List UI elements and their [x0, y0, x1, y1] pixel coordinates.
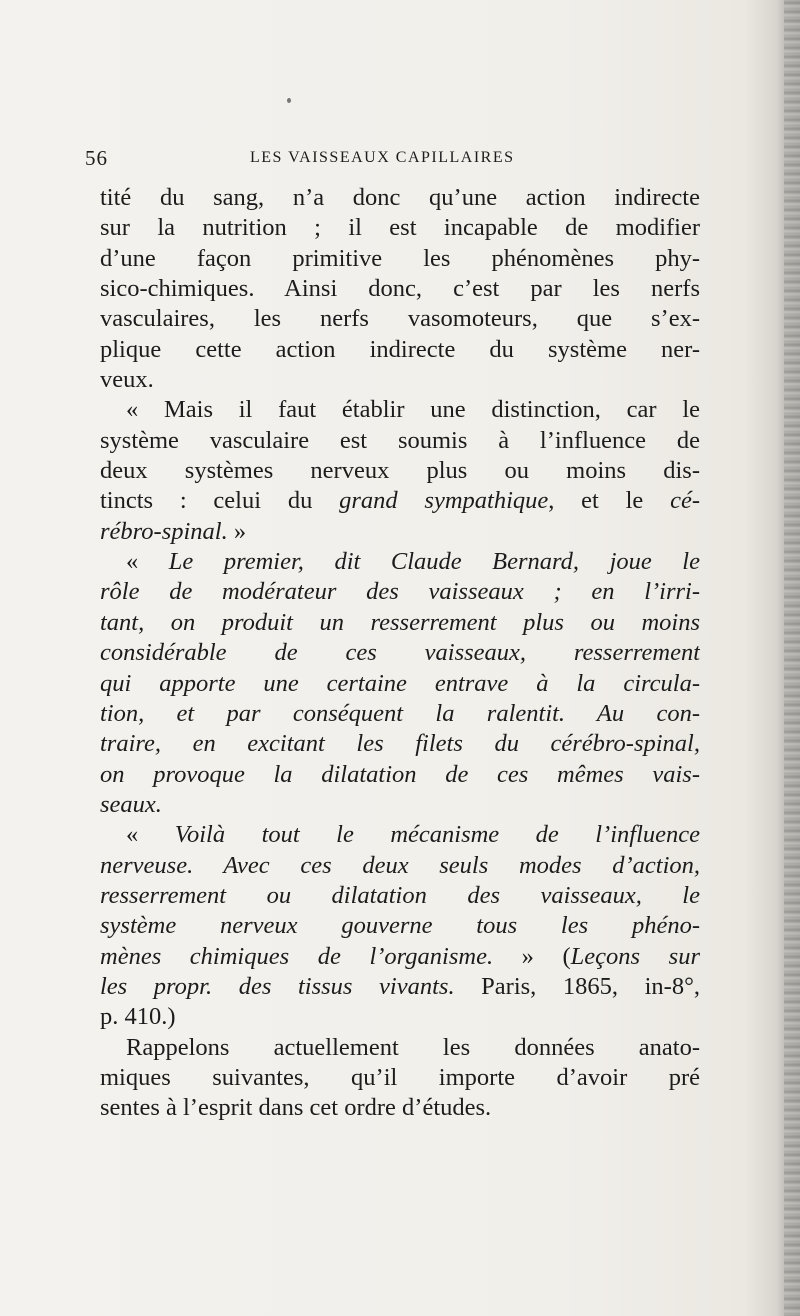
italic-text: seaux.: [100, 790, 162, 818]
text-segment: système vasculaire est soumis à l’influence de: [100, 426, 700, 454]
italic-text: tant, on produit un resserrement plus ou moins: [100, 608, 700, 636]
text-line: [100, 1033, 700, 1063]
text-line: [100, 638, 700, 668]
text-segment: p. 410.): [100, 1003, 176, 1031]
italic-text: mènes chimiques de l’organisme.: [100, 942, 494, 970]
text-segment: deux systèmes nerveux plus ou moins dis-: [100, 457, 700, 485]
text-line: [100, 669, 700, 699]
text-line: [100, 456, 700, 486]
text-line: [100, 395, 700, 425]
text-line: [100, 335, 700, 365]
page-edge: [784, 0, 800, 1316]
text-segment: d’une façon primitive les phénomènes phy-: [100, 244, 700, 272]
text-line: [100, 699, 700, 729]
text-segment: plique cette action indirecte du système ner-: [100, 335, 700, 363]
text-line: [100, 304, 700, 334]
text-line: [100, 365, 700, 395]
text-line: [100, 820, 700, 850]
text-line: [100, 1002, 700, 1032]
text-segment: tincts : celui du: [100, 487, 340, 515]
text-segment: vasculaires, les nerfs vasomoteurs, que s’ex-: [100, 305, 700, 333]
text-line: [100, 608, 700, 638]
text-segment: « Mais il faut établir une distinction, car le: [126, 396, 700, 424]
text-line: [100, 729, 700, 759]
text-line: [100, 851, 700, 881]
text-line: [100, 547, 700, 577]
text-line: [100, 517, 700, 547]
text-segment: «: [126, 548, 169, 576]
text-line: [100, 486, 700, 516]
italic-text: rébro-spinal.: [100, 517, 228, 545]
italic-text: cé-: [670, 487, 700, 515]
running-title: LES VAISSEAUX CAPILLAIRES: [250, 149, 515, 166]
italic-text: Leçons sur: [570, 942, 700, 970]
text-segment: miques suivantes, qu’il importe d’avoir pré: [100, 1063, 700, 1091]
italic-text: on provoque la dilatation de ces mêmes vais-: [100, 760, 700, 788]
text-line: [100, 274, 700, 304]
text-line: [100, 213, 700, 243]
text-segment: Paris, 1865, in-8°,: [454, 972, 700, 1000]
italic-text: système nerveux gouverne tous les phéno-: [100, 912, 700, 940]
italic-text: les propr. des tissus vivants.: [100, 972, 455, 1000]
text-line: [100, 881, 700, 911]
italic-text: tion, et par conséquent la ralentit. Au con-: [100, 699, 700, 727]
italic-text: rôle de modérateur des vaisseaux ; en l’irri-: [100, 578, 700, 606]
text-segment: »: [227, 517, 247, 545]
italic-text: Le premier, dit Claude Bernard, joue le: [168, 548, 700, 576]
page-number: 56: [85, 146, 108, 170]
text-line: [100, 942, 700, 972]
text-line: [100, 1093, 700, 1123]
text-line: [100, 911, 700, 941]
text-segment: veux.: [100, 366, 154, 394]
italic-text: nerveuse. Avec ces deux seuls modes d’action,: [100, 851, 700, 879]
italic-text: resserrement ou dilatation des vaisseaux, le: [100, 881, 700, 909]
text-line: [100, 426, 700, 456]
text-segment: sentes à l’esprit dans cet ordre d’études.: [100, 1094, 492, 1122]
text-segment: tité du sang, n’a donc qu’une action indirecte: [100, 184, 700, 211]
italic-text: Voilà tout le mécanisme de l’influence: [174, 821, 700, 849]
ink-speck: [287, 98, 291, 103]
text-segment: Rappelons actuellement les données anato-: [126, 1033, 700, 1061]
italic-text: considérable de ces vaisseaux, resserrement: [100, 639, 700, 667]
text-line: [100, 1063, 700, 1093]
page-header: [85, 146, 685, 170]
text-line: [100, 972, 700, 1002]
text-segment: «: [126, 821, 175, 849]
text-line: [100, 760, 700, 790]
text-segment: sico-chimiques. Ainsi donc, c’est par les nerfs: [100, 275, 700, 303]
body-text: [100, 183, 700, 1124]
text-segment: , et le: [548, 487, 671, 515]
text-line: [100, 244, 700, 274]
text-line: [100, 577, 700, 607]
text-segment: sur la nutrition ; il est incapable de modifier: [100, 214, 700, 242]
italic-text: grand sympathique: [339, 487, 549, 515]
text-line: [100, 183, 700, 213]
italic-text: traire, en excitant les filets du cérébro-spinal,: [100, 730, 700, 758]
text-segment: » (: [493, 942, 571, 970]
italic-text: qui apporte une certaine entrave à la circula-: [100, 669, 700, 697]
text-line: [100, 790, 700, 820]
